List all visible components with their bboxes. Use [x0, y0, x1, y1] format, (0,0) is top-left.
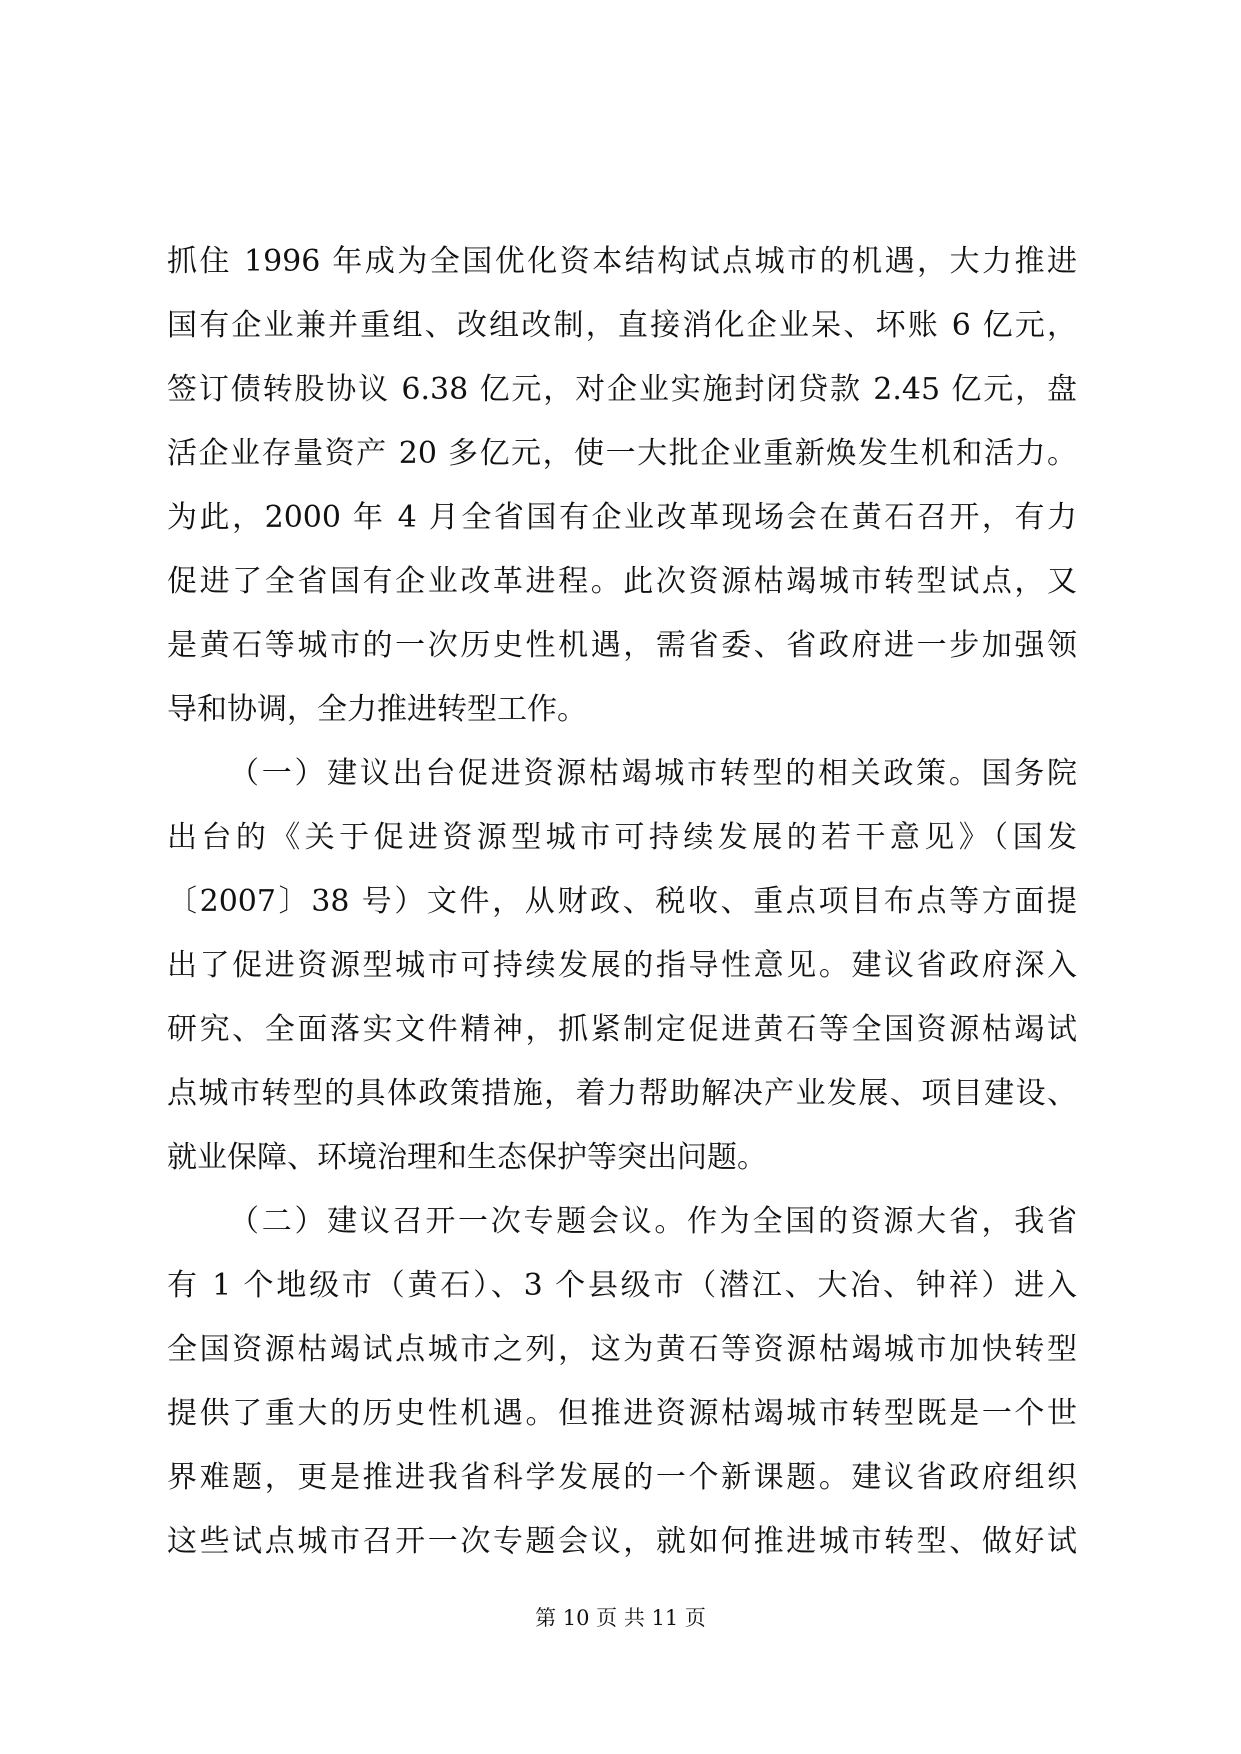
text-line: 活企业存量资产 20 多亿元，使一大批企业重新焕发生机和活力。	[167, 436, 1077, 471]
body-text	[167, 230, 1077, 1574]
text-line: 出了促进资源型城市可持续发展的指导性意见。建议省政府深入	[167, 948, 1077, 983]
text-line: 国有企业兼并重组、改组改制，直接消化企业呆、坏账 6 亿元，	[167, 308, 1077, 343]
text-line: 点城市转型的具体政策措施，着力帮助解决产业发展、项目建设、	[167, 1076, 1077, 1111]
text-line: 抓住 1996 年成为全国优化资本结构试点城市的机遇，大力推进	[167, 244, 1077, 279]
text-line: 促进了全省国有企业改革进程。此次资源枯竭城市转型试点，又	[167, 564, 1077, 599]
page-number: 第 10 页 共 11 页	[535, 1606, 706, 1630]
text-line: 界难题，更是推进我省科学发展的一个新课题。建议省政府组织	[167, 1460, 1077, 1495]
text-line: 〔2007〕38 号）文件，从财政、税收、重点项目布点等方面提	[167, 884, 1077, 919]
text-line: 签订债转股协议 6.38 亿元，对企业实施封闭贷款 2.45 亿元，盘	[167, 372, 1077, 407]
text-line: 出台的《关于促进资源型城市可持续发展的若干意见》（国发	[167, 820, 1077, 855]
text-line: （一）建议出台促进资源枯竭城市转型的相关政策。国务院	[229, 756, 1077, 791]
text-line: 为此，2000 年 4 月全省国有企业改革现场会在黄石召开，有力	[167, 500, 1077, 535]
text-line: 这些试点城市召开一次专题会议，就如何推进城市转型、做好试	[167, 1524, 1077, 1559]
text-line: 就业保障、环境治理和生态保护等突出问题。	[167, 1140, 767, 1175]
text-line: 提供了重大的历史性机遇。但推进资源枯竭城市转型既是一个世	[167, 1396, 1077, 1431]
text-line: 是黄石等城市的一次历史性机遇，需省委、省政府进一步加强领	[167, 628, 1077, 663]
text-line: （二）建议召开一次专题会议。作为全国的资源大省，我省	[229, 1204, 1077, 1239]
text-line: 导和协调，全力推进转型工作。	[167, 692, 587, 727]
text-line: 全国资源枯竭试点城市之列，这为黄石等资源枯竭城市加快转型	[167, 1332, 1077, 1367]
text-line: 有 1 个地级市（黄石）、3 个县级市（潜江、大冶、钟祥）进入	[167, 1268, 1077, 1303]
text-line: 研究、全面落实文件精神，抓紧制定促进黄石等全国资源枯竭试	[167, 1012, 1077, 1047]
page-footer	[0, 1603, 1241, 1633]
